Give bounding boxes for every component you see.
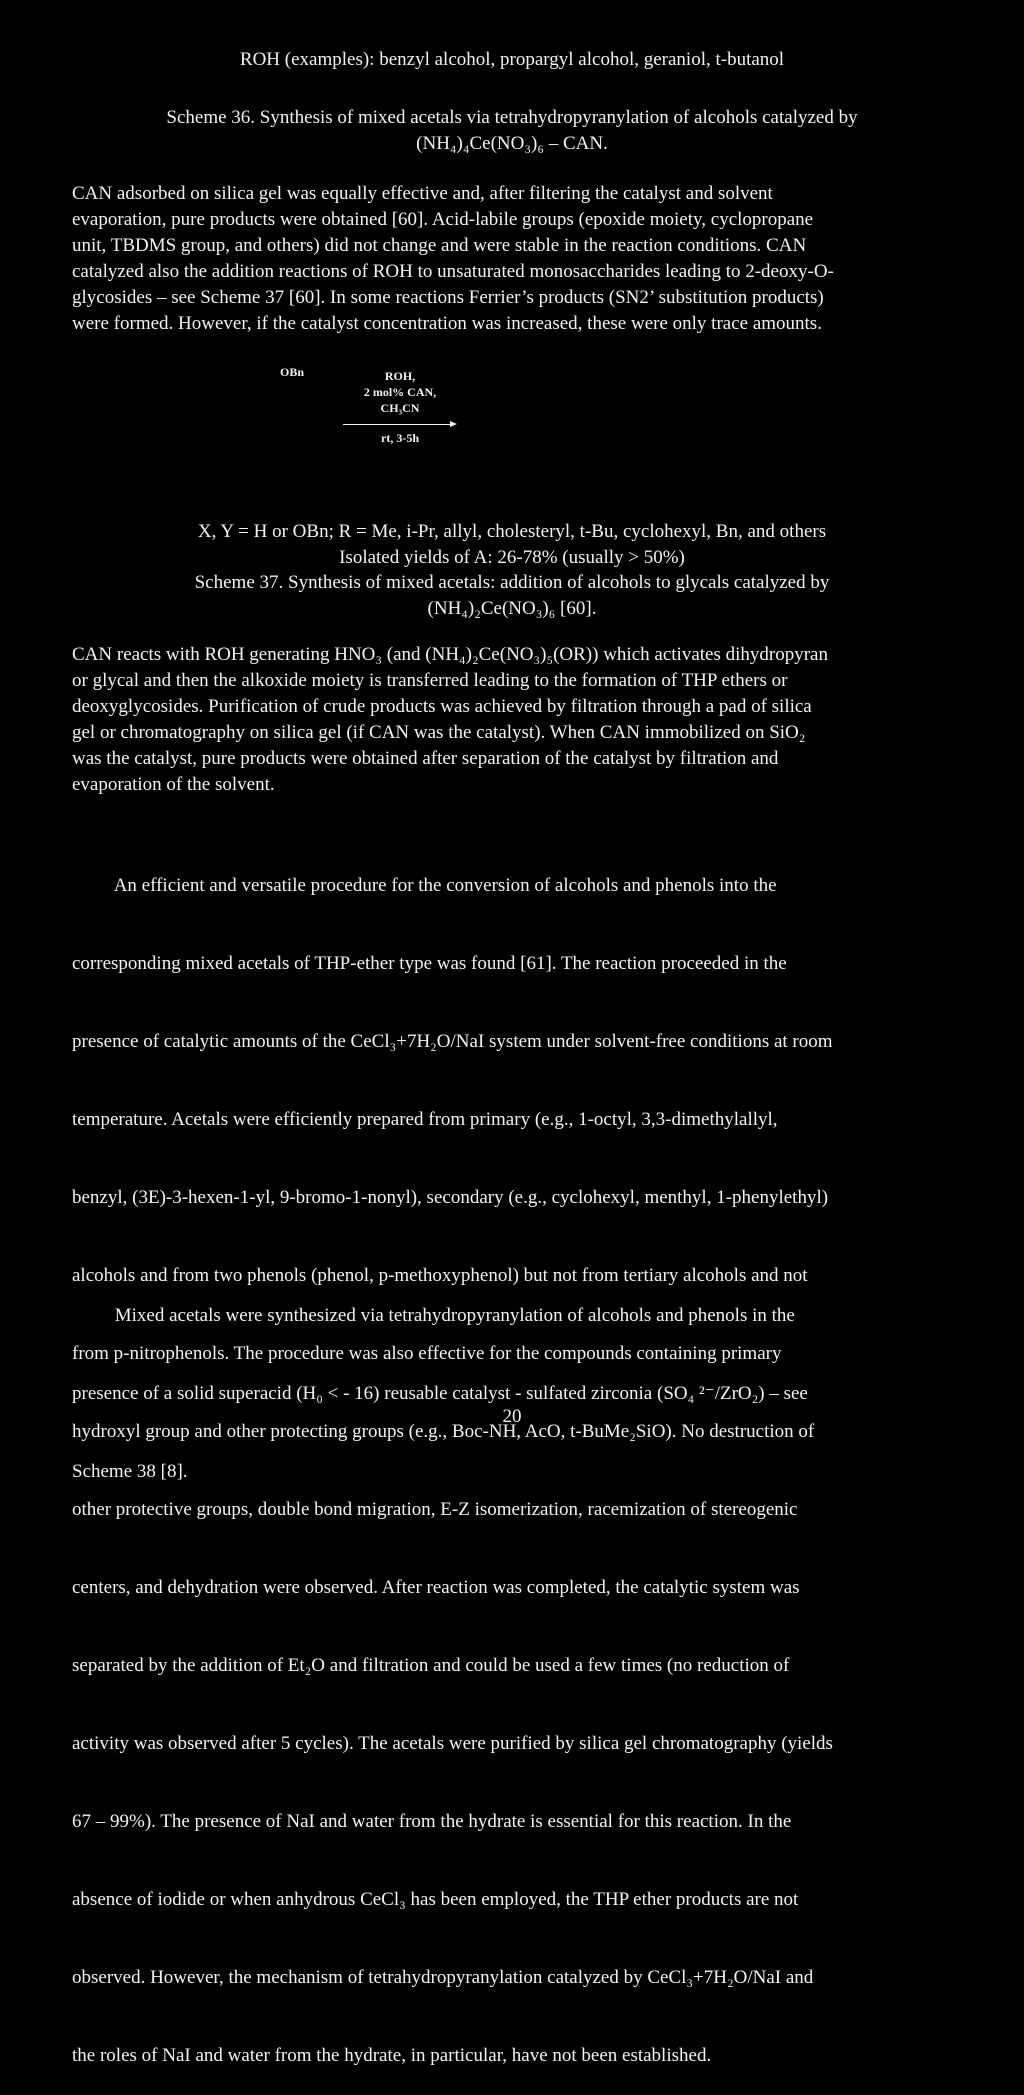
paragraph-line: unit, TBDMS group, and others) did not change and were stable in the reaction conditions. CAN <box>72 235 807 256</box>
scheme36-caption-line1: Scheme 36. Synthesis of mixed acetals via tetrahydropyranylation of alcohols catalyzed by <box>166 107 858 128</box>
paragraph-line: evaporation of the solvent. <box>72 774 275 795</box>
substituent-label: OBn <box>280 365 305 379</box>
paragraph-line: separated by the addition of Et₂O and filtration and could be used a few times (no reduction of <box>72 1655 790 1676</box>
paragraph-line: deoxyglycosides. Purification of crude products was achieved by filtration through a pad of silica <box>72 696 812 717</box>
paragraph-line: or glycal and then the alkoxide moiety is transferred leading to the formation of THP ethers or <box>72 670 788 691</box>
paragraph-line: absence of iodide or when anhydrous CeCl₃ has been employed, the THP ether products are not <box>72 1889 799 1910</box>
paragraph-line: catalyzed also the addition reactions of ROH to unsaturated monosaccharides leading to 2-deoxy-O- <box>72 261 834 282</box>
paragraph-4 <box>72 1251 952 1511</box>
paragraph-2 <box>72 642 952 798</box>
paragraph-1 <box>72 181 952 337</box>
paragraph-line: centers, and dehydration were observed. After reaction was completed, the catalytic system was <box>72 1577 800 1598</box>
paragraph-line: activity was observed after 5 cycles). The acetals were purified by silica gel chromatography (yields <box>72 1733 833 1754</box>
paragraph-line: alcohols and from two phenols (phenol, p-methoxyphenol) but not from tertiary alcohols and not <box>72 1265 808 1286</box>
scheme36-caption-line2: (NH₄)₄Ce(NO₃)₆ – CAN. <box>416 133 608 154</box>
reaction-reagents <box>340 368 460 416</box>
paragraph-line: presence of catalytic amounts of the CeCl₃+7H₂O/NaI system under solvent-free conditions at room <box>72 1031 833 1052</box>
reagent-line: 2 mol% CAN, <box>363 385 437 399</box>
paragraph-line: Scheme 38 [8]. <box>72 1461 188 1482</box>
paragraph-line: temperature. Acetals were efficiently prepared from primary (e.g., 1-octyl, 3,3-dimethylallyl, <box>72 1109 778 1130</box>
scheme36-roh-examples: ROH (examples): benzyl alcohol, propargyl alcohol, geraniol, t-butanol <box>239 49 785 70</box>
paragraph-line: the roles of NaI and water from the hydrate, in particular, have not been established. <box>72 2045 712 2066</box>
paragraph-line: corresponding mixed acetals of THP-ether type was found [61]. The reaction proceeded in the <box>72 953 787 974</box>
scheme37-legend-line1: X, Y = H or OBn; R = Me, i-Pr, allyl, cholesteryl, t-Bu, cyclohexyl, Bn, and others <box>197 521 827 542</box>
paragraph-line: evaporation, pure products were obtained [60]. Acid-labile groups (epoxide moiety, cyclopropane <box>72 209 814 230</box>
paragraph-line: hydroxyl group and other protecting groups (e.g., Boc-NH, AcO, t-BuMe₂SiO). No destruction of <box>72 1421 815 1442</box>
page-number: 20 <box>502 1406 522 1427</box>
paragraph-line: gel or chromatography on silica gel (if CAN was the catalyst). When CAN immobilized on SiO₂ <box>72 722 806 743</box>
scheme37-caption-line2: (NH₄)₂Ce(NO₃)₆ [60]. <box>427 598 597 619</box>
paragraph-line: An efficient and versatile procedure for the conversion of alcohols and phenols into the <box>72 875 777 896</box>
scheme37-legend-line2: Isolated yields of A: 26-78% (usually > 50%) <box>339 547 685 568</box>
reagent-line: CH₃CN <box>380 401 420 415</box>
reaction-conditions: rt, 3-5h <box>381 431 419 445</box>
paragraph-line: from p-nitrophenols. The procedure was also effective for the compounds containing primary <box>72 1343 782 1364</box>
paragraph-line: presence of a solid superacid (H₀ < - 16) reusable catalyst - sulfated zirconia (SO₄ ²⁻/ZrO₂) – see <box>72 1383 808 1404</box>
paragraph-line: 67 – 99%). The presence of NaI and water from the hydrate is essential for this reaction. In the <box>72 1811 792 1832</box>
paragraph-line: other protective groups, double bond migration, E-Z isomerization, racemization of stereogenic <box>72 1499 798 1520</box>
reaction-arrow <box>343 424 455 425</box>
paragraph-line: CAN adsorbed on silica gel was equally effective and, after filtering the catalyst and solvent <box>72 183 773 204</box>
paragraph-line: observed. However, the mechanism of tetrahydropyranylation catalyzed by CeCl₃+7H₂O/NaI and <box>72 1967 814 1988</box>
paragraph-line: glycosides – see Scheme 37 [60]. In some reactions Ferrier’s products (SN2’ substitution products) <box>72 287 824 308</box>
scheme37-caption-line1: Scheme 37. Synthesis of mixed acetals: addition of alcohols to glycals catalyzed by <box>194 572 830 593</box>
paragraph-line: CAN reacts with ROH generating HNO₃ (and (NH₄)₂Ce(NO₃)₅(OR)) which activates dihydropyran <box>72 644 828 665</box>
paragraph-line: benzyl, (3E)-3-hexen-1-yl, 9-bromo-1-nonyl), secondary (e.g., cyclohexyl, menthyl, 1-phenylethyl) <box>72 1187 829 1208</box>
paragraph-line: Mixed acetals were synthesized via tetrahydropyranylation of alcohols and phenols in the <box>72 1305 795 1326</box>
paragraph-line: was the catalyst, pure products were obtained after separation of the catalyst by filtration and <box>72 748 779 769</box>
reagent-line: ROH, <box>384 369 416 383</box>
paragraph-line: were formed. However, if the catalyst concentration was increased, these were only trace amounts. <box>72 313 822 334</box>
